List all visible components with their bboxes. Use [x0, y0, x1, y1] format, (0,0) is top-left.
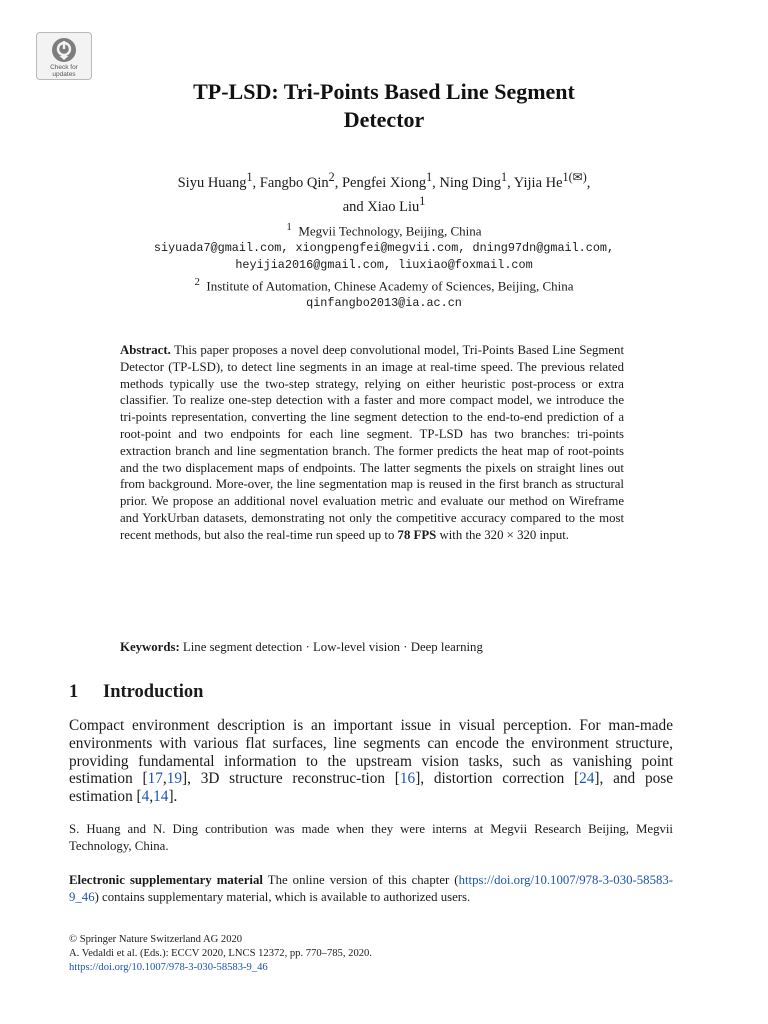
- author-list: [0, 168, 768, 216]
- esm-label: Electronic supplementary material: [69, 873, 263, 887]
- section-title: Introduction: [103, 682, 204, 702]
- citation-line: A. Vedaldi et al. (Eds.): ECCV 2020, LNCS 12372, pp. 770–785, 2020.: [69, 948, 372, 959]
- emails-line-2: heyijia2016@gmail.com, liuxiao@foxmail.com: [235, 257, 533, 272]
- keywords: [120, 639, 640, 656]
- abstract: [120, 342, 624, 544]
- badge-label: Check for updates: [50, 64, 78, 78]
- keywords-text: Line segment detection · Low-level vision · Deep learning: [182, 640, 483, 654]
- section-number: 1: [69, 682, 79, 702]
- copyright-block: [69, 933, 689, 975]
- keywords-label: Keywords:: [120, 640, 180, 654]
- doi-link[interactable]: https://doi.org/10.1007/978-3-030-58583-9_46: [69, 962, 268, 973]
- check-for-updates-badge[interactable]: [36, 32, 92, 80]
- esm-body[interactable]: The online version of this chapter (https://doi.org/10.1007/978-3-030-58583-9_46) contains supplementary material, which is available to authorized users.: [69, 873, 674, 904]
- affiliations: [0, 219, 768, 312]
- authors-line-2: and Xiao Liu$^1$: [342, 193, 426, 215]
- check-for-updates-icon: [51, 37, 77, 63]
- affiliation-1: $^1$ Megvii Technology, Beijing, China: [286, 221, 482, 239]
- supplementary-material-note: [69, 872, 673, 906]
- abstract-label: Abstract.: [120, 343, 171, 357]
- authors-line-1: Siyu Huang$^1$, Fangbo Qin$^2$, Pengfei Xiong$^1$, Ning Ding$^1$, Yijia $He^{1(✉)}$,: [177, 170, 591, 191]
- title-line-2: Detector: [343, 107, 425, 132]
- copyright-line: © Springer Nature Switzerland AG 2020: [69, 934, 243, 945]
- abstract-body: This paper proposes a novel deep convolutional model, Tri-Points Based Line Segment Detector (TP-LSD), to detect line segments in an image at real-time speed. The previous related methods typically use the two-step strategy, relying on either heuristic post-process or extra classifier. To realize one-step detection with a faster and more compact model, we introduce the tri-points representation, converting the line segment detection to the end-to-end prediction of a root-point and two endpoints for each line segment. TP-LSD has two branches: tri-points extraction branch and line segmentation branch. The former predicts the heat map of root-points and the two displacement maps of endpoints. The latter segments the pixels on straight lines out from background. More-over, the line segmentation map is reused in the first branch as structural prior. We propose an additional novel evaluation metric and evaluate our method on Wireframe and YorkUrban datasets, demonstrating not only the competitive accuracy compared to the most recent methods, but also the real-time run speed up to 78 FPS with the 320 × 320 input.: [120, 343, 625, 542]
- intro-paragraph: Compact environment description is an important issue in visual perception. For man-made environments with various flat surfaces, line segments can encode the environment structure, providing fundamental information to the upstream vision tasks, such as vanishing point estimation [17,19], 3D structure reconstruc-tion [16], distortion correction [24], and pose estimation [4,14].: [69, 717, 673, 806]
- affiliation-2: $^2$ Institute of Automation, Chinese Academy of Sciences, Beijing, China: [194, 275, 574, 294]
- footnote: S. Huang and N. Ding contribution was made when they were interns at Megvii Research Beijing, Megvii Technology, China.: [69, 822, 673, 853]
- section-heading: [69, 680, 203, 704]
- email-affiliation-2: qinfangbo2013@ia.ac.cn: [306, 295, 462, 310]
- paper-title: [0, 78, 768, 134]
- title-line-1: TP-LSD: Tri-Points Based Line Segment: [193, 79, 575, 104]
- emails-line-1: siyuada7@gmail.com, xiongpengfei@megvii.com, dning97dn@gmail.com,: [153, 241, 615, 256]
